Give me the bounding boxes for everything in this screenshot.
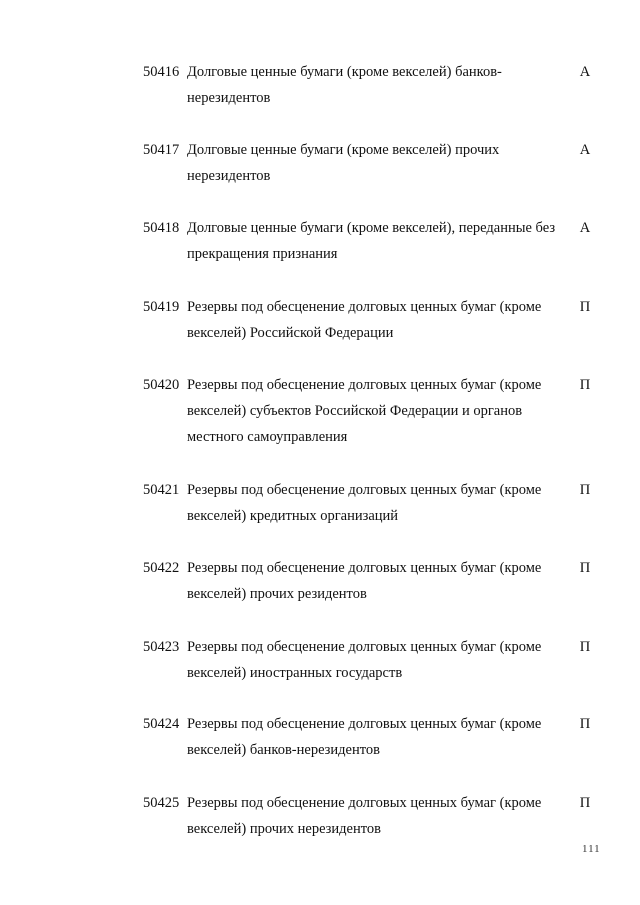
account-description: Резервы под обесценение долговых ценных бумаг (кроме векселей) иностранных государств [187,639,542,681]
account-entry [143,555,603,607]
account-type: А [579,64,591,80]
account-type: А [579,142,591,158]
account-code: 50419 [143,299,180,315]
account-description: Резервы под обесценение долговых ценных бумаг (кроме векселей) Российской Федерации [187,299,542,341]
account-entry [143,372,603,450]
account-code: 50418 [143,220,180,236]
account-code: 50424 [143,716,180,732]
account-type: П [579,560,591,576]
account-description: Резервы под обесценение долговых ценных бумаг (кроме векселей) прочих резидентов [187,560,542,602]
account-type: П [579,482,591,498]
account-entry [143,790,603,842]
account-description: Долговые ценные бумаги (кроме векселей) прочих нерезидентов [187,142,500,184]
account-type: П [579,299,591,315]
account-entry [143,294,603,346]
account-entry [143,215,603,267]
account-code: 50420 [143,377,180,393]
account-description: Долговые ценные бумаги (кроме векселей), переданные без прекращения признания [187,220,556,262]
account-entry [143,137,603,189]
account-description: Резервы под обесценение долговых ценных бумаг (кроме векселей) субъектов Российской Федерации и органов местного самоуправления [187,377,542,445]
account-type: П [579,716,591,732]
account-type: П [579,377,591,393]
account-description: Резервы под обесценение долговых ценных бумаг (кроме векселей) прочих нерезидентов [187,795,542,837]
account-entry [143,477,603,529]
account-description: Резервы под обесценение долговых ценных бумаг (кроме векселей) кредитных организаций [187,482,542,524]
account-code: 50421 [143,482,180,498]
account-code: 50417 [143,142,180,158]
account-type: А [579,220,591,236]
account-entry [143,711,603,763]
page-number: 111 [582,843,601,855]
account-type: П [579,795,591,811]
account-code: 50425 [143,795,180,811]
account-entry [143,59,603,111]
account-type: П [579,639,591,655]
account-description: Резервы под обесценение долговых ценных бумаг (кроме векселей) банков-нерезидентов [187,716,542,758]
account-entry [143,634,603,686]
account-description: Долговые ценные бумаги (кроме векселей) банков-нерезидентов [187,64,502,106]
account-code: 50416 [143,64,180,80]
account-code: 50423 [143,639,180,655]
account-code: 50422 [143,560,180,576]
